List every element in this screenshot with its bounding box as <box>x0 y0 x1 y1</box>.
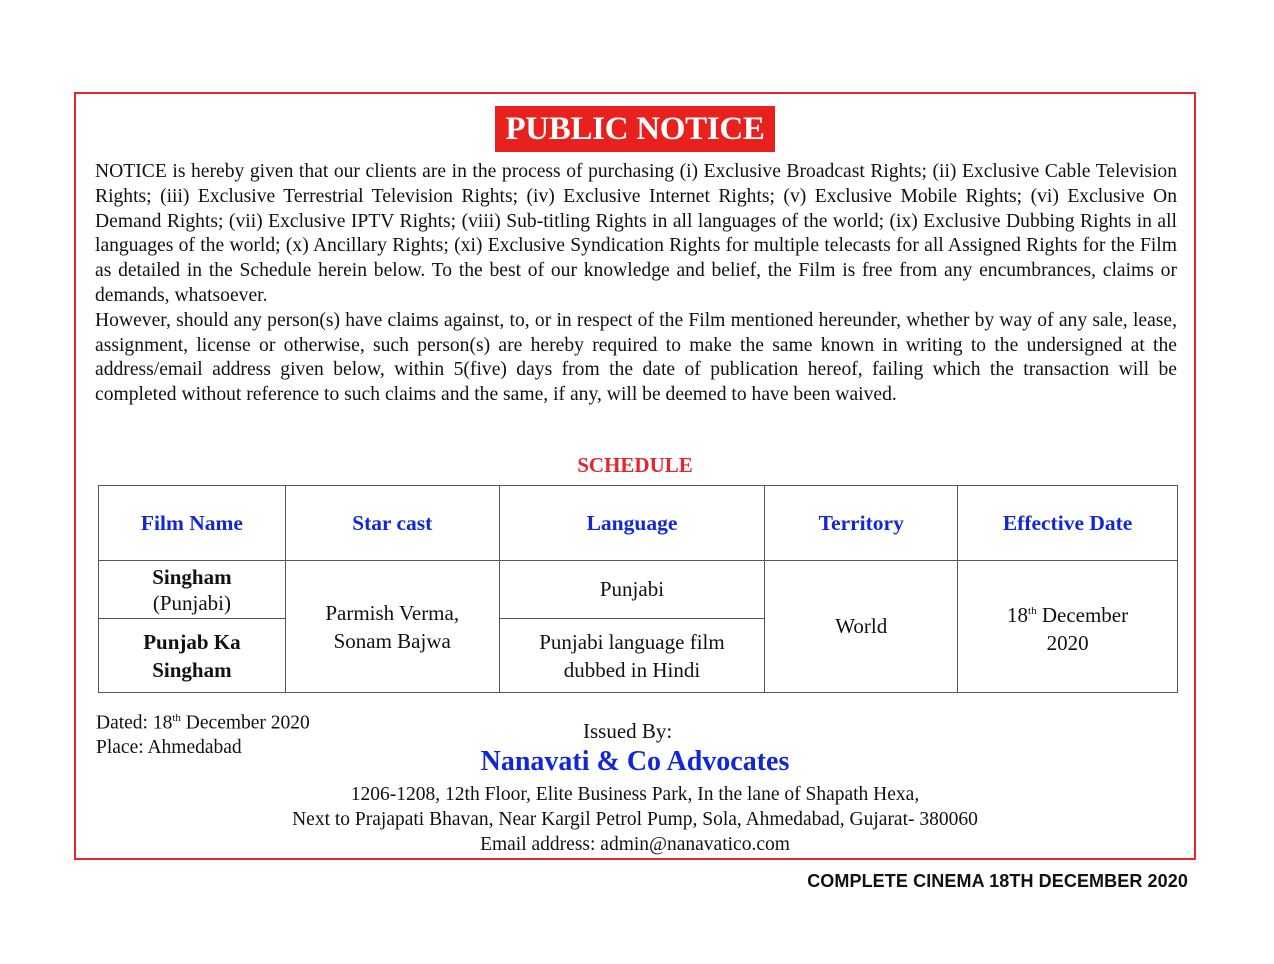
film-2-cell <box>99 619 286 693</box>
film-2-name-line-2: Singham <box>152 657 232 682</box>
dated-suffix: th <box>172 712 181 724</box>
film-1-subtitle: (Punjabi) <box>152 590 231 615</box>
date-day: 18 <box>1007 602 1029 627</box>
dated-rest: December 2020 <box>180 712 310 734</box>
header-territory: Territory <box>765 486 958 561</box>
film-1-name: Singham <box>152 564 232 589</box>
issued-by-label: Issued By: <box>583 719 673 743</box>
star-cast-line-2: Sonam Bajwa <box>333 628 451 653</box>
footer-publication-line: COMPLETE CINEMA 18TH DECEMBER 2020 <box>807 871 1188 891</box>
star-cast-line-1: Parmish Verma, <box>325 600 460 625</box>
star-cast-cell <box>285 561 499 693</box>
language-2-line-2: dubbed in Hindi <box>563 657 701 682</box>
effective-date-cell <box>958 561 1178 693</box>
header-star-cast: Star cast <box>285 486 499 561</box>
table-row <box>99 561 1178 619</box>
date-month: December <box>1036 602 1129 627</box>
address-block <box>76 782 1194 857</box>
header-language: Language <box>499 486 765 561</box>
place-line: Place: Ahmedabad <box>96 736 242 758</box>
notice-paragraph-2: However, should any person(s) have claims against, to, or in respect of the Film mentioned hereunder, whether by way of any sale, lease, assignment, license or otherwise, such person(s) are hereby required to make the same known in writing to the undersigned at the address/email address given below, within 5(five) days from the date of publication hereof, failing which the transaction will be completed without reference to such claims and the same, if any, will be deemed to have been waived. <box>95 309 1177 406</box>
title-wrap <box>76 106 1194 152</box>
notice-frame <box>74 92 1196 860</box>
email-line: Email address: admin@nanavatico.com <box>480 834 790 855</box>
language-2-cell <box>499 619 765 693</box>
notice-body <box>95 160 1177 408</box>
territory-cell: World <box>765 561 958 693</box>
address-line-2: Next to Prajapati Bhavan, Near Kargil Petrol Pump, Sola, Ahmedabad, Gujarat- 380060 <box>292 809 978 830</box>
address-line-1: 1206-1208, 12th Floor, Elite Business Park, In the lane of Shapath Hexa, <box>350 784 920 805</box>
header-film-name: Film Name <box>99 486 286 561</box>
firm-name: Nanavati & Co Advocates <box>480 746 790 777</box>
notice-title: PUBLIC NOTICE <box>495 106 774 152</box>
header-effective-date: Effective Date <box>958 486 1178 561</box>
effective-date-line-1 <box>964 597 1171 629</box>
dated-line <box>96 706 310 736</box>
film-2-name-line-1: Punjab Ka <box>143 629 241 654</box>
notice-paragraph-1: NOTICE is hereby given that our clients are in the process of purchasing (i) Exclusive Broadcast Rights; (ii) Exclusive Cable Television Rights; (iii) Exclusive Terrestrial Television Rights; (iv) Exclusive Internet Rights; (v) Exclusive Mobile Rights; (vi) Exclusive On Demand Rights; (vii) Exclusive IPTV Rights; (viii) Sub-titling Rights in all languages of the world; (ix) Exclusive Dubbing Rights in all languages of the world; (x) Ancillary Rights; (xi) Exclusive Syndication Rights for multiple telecasts for all Assigned Rights for the Film as detailed in the Schedule herein below. To the best of our knowledge and belief, the Film is free from any encumbrances, claims or demands, whatsoever. <box>95 161 1177 306</box>
dated-label: Dated: 18 <box>96 712 173 734</box>
language-1-cell: Punjabi <box>499 561 765 619</box>
effective-date-year: 2020 <box>1046 630 1089 655</box>
date-suffix: th <box>1028 604 1037 617</box>
film-1-cell <box>99 561 286 619</box>
table-header-row <box>99 486 1178 561</box>
schedule-heading: SCHEDULE <box>577 453 693 477</box>
schedule-table <box>98 485 1178 693</box>
language-2-line-1: Punjabi language film <box>539 629 725 654</box>
